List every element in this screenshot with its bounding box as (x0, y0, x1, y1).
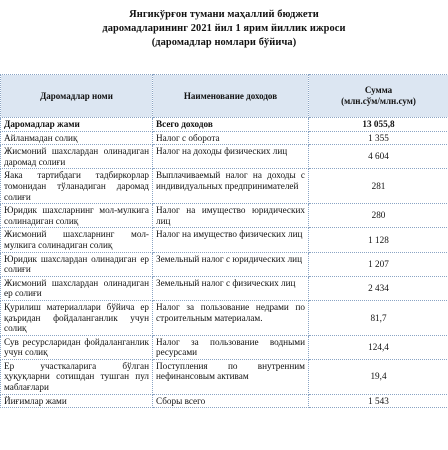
header-sum (309, 75, 448, 118)
cell-name-ru: Земельный налог с юридических лиц (153, 252, 309, 276)
cell-name-ru: Выплачиваемый налог на доходы с индивидуальных предпринимателей (153, 169, 309, 204)
cell-name-ru: Налог с оборота (153, 131, 309, 145)
table-row (1, 359, 448, 394)
table-row (1, 169, 448, 204)
header-name-ru: Наименование доходов (153, 75, 309, 118)
cell-sum: 19,4 (309, 359, 448, 394)
table-row (1, 228, 448, 252)
cell-sum: 281 (309, 169, 448, 204)
cell-name-ru: Налог на имущество физических лиц (153, 228, 309, 252)
table-row (1, 335, 448, 359)
title-line-1: Янгикўрғон тумани маҳаллий бюджети (129, 9, 319, 20)
cell-sum: 280 (309, 204, 448, 228)
table-row (1, 394, 448, 408)
cell-name-ru: Налог на имущество юридических лиц (153, 204, 309, 228)
cell-name-uz: Жисмоний шахслардан олинадиган даромад солиғи (1, 145, 153, 169)
header-sum-unit: (млн.сўм/млн.сум) (341, 96, 416, 106)
header-sum-label: Сумма (364, 85, 393, 96)
cell-name-uz: Йиғимлар жами (1, 394, 153, 408)
document-title (0, 0, 448, 50)
table-row (1, 145, 448, 169)
cell-name-ru: Налог за пользование недрами по строительным материалам. (153, 300, 309, 335)
table-row (1, 131, 448, 145)
cell-sum: 13 055,8 (309, 118, 448, 132)
cell-sum: 4 604 (309, 145, 448, 169)
cell-sum: 1 543 (309, 394, 448, 408)
table-header-row (1, 75, 448, 118)
cell-sum: 81,7 (309, 300, 448, 335)
cell-sum: 1 128 (309, 228, 448, 252)
cell-name-ru: Сборы всего (153, 394, 309, 408)
cell-name-ru: Налог за пользование водными ресурсами (153, 335, 309, 359)
cell-name-uz: Қурилиш материаллари бўйича ер қаъридан фойдаланганлик учун солиқ (1, 300, 153, 335)
title-line-3: (даромадлар номлари бўйича) (151, 37, 297, 48)
budget-table (0, 74, 448, 408)
cell-name-ru: Всего доходов (153, 118, 309, 132)
cell-sum: 2 434 (309, 276, 448, 300)
cell-name-uz: Юридик шахслардан олинадиган ер солиғи (1, 252, 153, 276)
cell-name-uz: Айланмадан солиқ (1, 131, 153, 145)
cell-name-ru: Поступления по внутренним нефинансовым активам (153, 359, 309, 394)
table-row (1, 204, 448, 228)
cell-sum: 124,4 (309, 335, 448, 359)
cell-name-ru: Земельный налог с физических лиц (153, 276, 309, 300)
header-name-uz: Даромадлар номи (1, 75, 153, 118)
title-line-2: даромадларининг 2021 йил 1 ярим йиллик ижроси (102, 23, 346, 34)
cell-name-uz: Жисмоний шахсларнинг мол-мулкига солинадиган солиқ (1, 228, 153, 252)
cell-name-uz: Ер участкаларига бўлган ҳуқуқларни сотишдан тушган пул маблағлари (1, 359, 153, 394)
table-row (1, 252, 448, 276)
cell-name-ru: Налог на доходы физических лиц (153, 145, 309, 169)
cell-name-uz: Даромадлар жами (1, 118, 153, 132)
table-row (1, 276, 448, 300)
cell-sum: 1 207 (309, 252, 448, 276)
table-row (1, 300, 448, 335)
cell-name-uz: Сув ресурсларидан фойдаланганлик учун солиқ (1, 335, 153, 359)
table-row-total (1, 118, 448, 132)
cell-name-uz: Жисмоний шахслардан олинадиган ер солиғи (1, 276, 153, 300)
cell-sum: 1 355 (309, 131, 448, 145)
cell-name-uz: Яака тартибдаги тадбиркорлар томонидан тўланадиган даромад солиғи (1, 169, 153, 204)
cell-name-uz: Юридик шахсларнинг мол-мулкига солинадиган солиқ (1, 204, 153, 228)
